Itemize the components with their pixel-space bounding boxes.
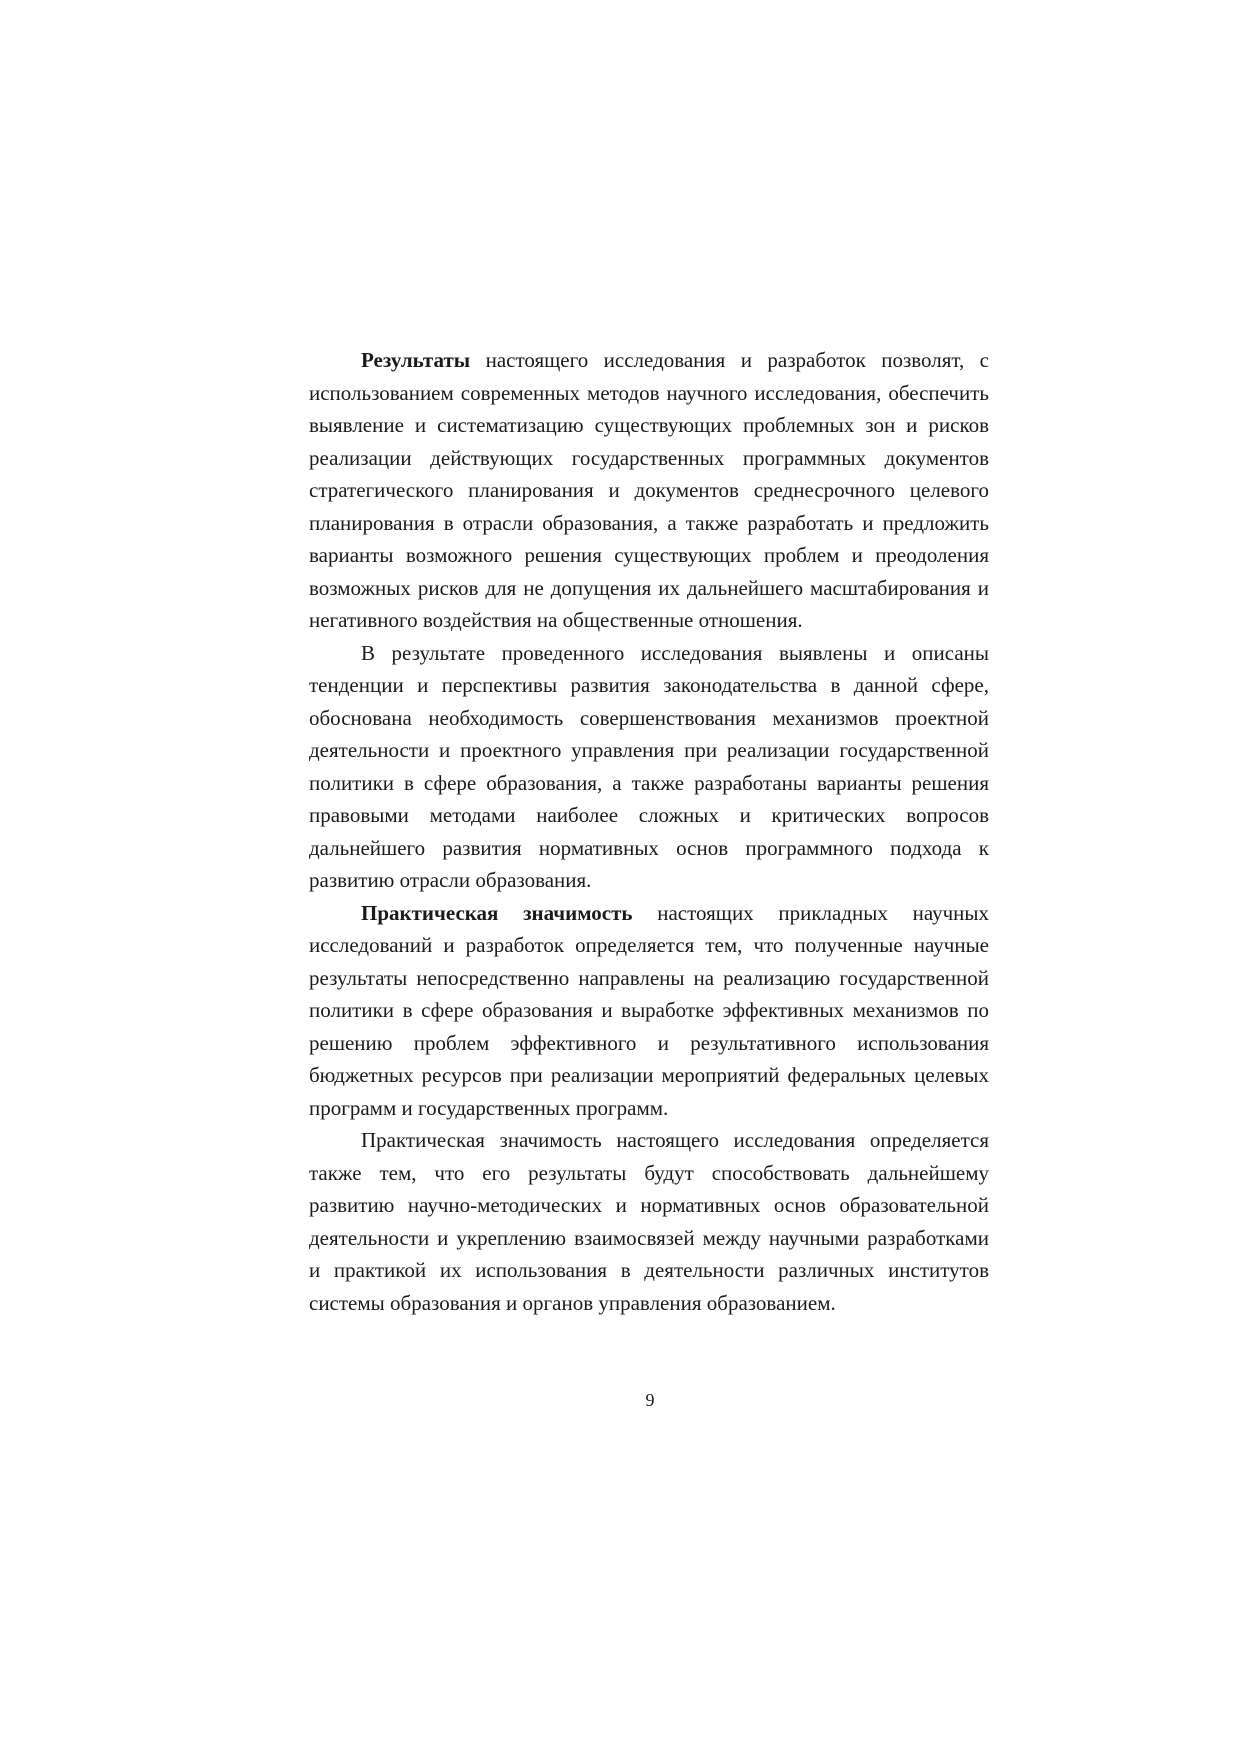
results-heading: Результаты [361, 348, 471, 372]
paragraph-practical-significance [309, 897, 989, 1125]
paragraph-results [309, 344, 989, 637]
paragraph-practical-significance-continued [309, 1124, 989, 1319]
results-text: настоящего исследования и разработок позволят, с использованием современных методов научного исследования, обеспечить выявление и систематизацию существующих проблемных зон и рисков реализации действующих государственных программных документов стратегического планирования и документов среднесрочного целевого планирования в отрасли образования, а также разработать и предложить варианты возможного решения существующих проблем и преодоления возможных рисков для не допущения их дальнейшего масштабирования и негативного воздействия на общественные отношения. [309, 348, 989, 632]
findings-text: В результате проведенного исследования выявлены и описаны тенденции и перспективы развития законодательства в данной сфере, обоснована необходимость совершенствования механизмов проектной деятельности и проектного управления при реализации государственной политики в сфере образования, а также разработаны варианты решения правовыми методами наиболее сложных и критических вопросов дальнейшего развития нормативных основ программного подхода к развитию отрасли образования. [309, 640, 989, 892]
practical-significance-continued-text: Практическая значимость настоящего исследования определяется также тем, что его результаты будут способствовать дальнейшему развитию научно-методических и нормативных основ образовательной деятельности и укреплению взаимосвязей между научными разработками и практикой их использования в деятельности различных институтов системы образования и органов управления образованием. [309, 1128, 989, 1315]
body-text [309, 344, 989, 1319]
page-number: 9 [645, 1390, 655, 1410]
paragraph-findings [309, 637, 989, 897]
practical-significance-text: настоящих прикладных научных исследований и разработок определяется тем, что полученные научные результаты непосредственно направлены на реализацию государственной политики в сфере образования и выработке эффективных механизмов по решению проблем эффективного и результативного использования бюджетных ресурсов при реализации мероприятий федеральных целевых программ и государственных программ. [309, 900, 989, 1120]
practical-significance-heading: Практическая значимость [361, 900, 633, 925]
